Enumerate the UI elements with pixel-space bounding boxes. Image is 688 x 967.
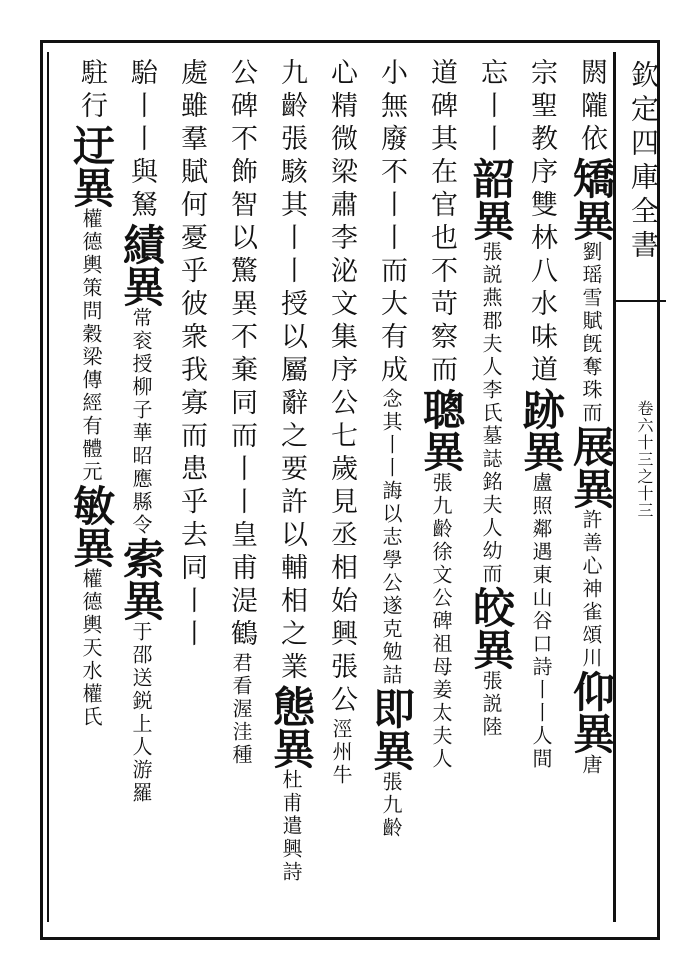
annotation: 權德輿天水權氏 <box>79 568 103 729</box>
column-text: 處雖羣賦何憂乎彼衆我寡而患乎去同丨丨 <box>176 58 207 652</box>
book-title: 欽定四庫全書 <box>627 60 660 264</box>
annotation: 張九齡徐文公碑祖母姜太夫人 <box>429 472 453 771</box>
headword: 即異 <box>367 687 416 771</box>
headword: 索異 <box>117 537 166 621</box>
headword: 迂異 <box>67 124 116 208</box>
text-column-10 <box>117 58 166 928</box>
headword: 展異 <box>567 425 616 509</box>
annotation: 盧照鄰遇東山谷口詩丨丨人間 <box>529 472 553 771</box>
column-text: 公碑不飾智以驚異不棄同而丨丨皇甫湜鶴 <box>226 58 257 652</box>
headword: 皎異 <box>467 586 516 670</box>
text-column-9 <box>170 58 212 928</box>
column-text: 道碑其在官也不苛察而 <box>426 58 457 388</box>
annotation: 劉瑶雪賦旣奪珠而 <box>579 241 603 425</box>
annotation: 唐 <box>579 754 603 777</box>
annotation: 權德輿策問穀梁傳經有體元 <box>79 208 103 484</box>
annotation: 杜甫遣興詩 <box>279 769 303 884</box>
annotation: 于邵送鋭上人游羅 <box>129 621 153 805</box>
margin-divider <box>616 300 666 302</box>
column-text: 小無廢不丨丨而大有成 <box>376 58 407 388</box>
headword: 矯異 <box>567 157 616 241</box>
text-column-4 <box>417 58 466 928</box>
annotation: 張説燕郡夫人李氏墓誌銘夫人幼而 <box>479 241 503 586</box>
volume-label: 卷六十三之十三 <box>635 400 654 519</box>
annotation: 常衮授柳子華昭應縣令 <box>129 307 153 537</box>
column-text: 心精微梁肅李泌文集序公七歲見丞相始興張公 <box>326 58 357 718</box>
headword: 韶異 <box>467 157 516 241</box>
annotation: 張説陸 <box>479 670 503 739</box>
column-text: 九齡張駭其丨丨授以屬辭之要許以輔相之業 <box>276 58 307 685</box>
text-column-5 <box>367 58 416 928</box>
text-column-3 <box>467 58 516 928</box>
headword: 跡異 <box>517 388 566 472</box>
headword: 績異 <box>117 223 166 307</box>
headword: 敏異 <box>67 484 116 568</box>
column-text: 駘丨丨與駑 <box>126 58 157 223</box>
column-text: 駐行 <box>76 58 107 124</box>
text-column-6 <box>320 58 362 928</box>
column-text: 閼隴依 <box>576 58 607 157</box>
column-text: 宗聖教序雙林八水味道 <box>526 58 557 388</box>
text-column-2 <box>517 58 566 928</box>
text-column-1 <box>567 58 616 928</box>
column-text: 忘丨丨 <box>476 58 507 157</box>
text-column-8 <box>220 58 262 928</box>
annotation: 君看渥洼種 <box>229 652 253 767</box>
headword: 態異 <box>267 685 316 769</box>
annotation: 許善心神雀頌川 <box>579 509 603 670</box>
annotation: 張九齡 <box>379 771 403 840</box>
text-column-7 <box>267 58 316 928</box>
annotation: 念其丨丨誨以志學公遂克勉詰 <box>379 388 403 687</box>
annotation: 涇州牛 <box>329 718 353 787</box>
margin-rule-left <box>47 52 49 922</box>
text-column-11 <box>67 58 116 928</box>
headword: 聰異 <box>417 388 466 472</box>
headword: 仰異 <box>567 670 616 754</box>
